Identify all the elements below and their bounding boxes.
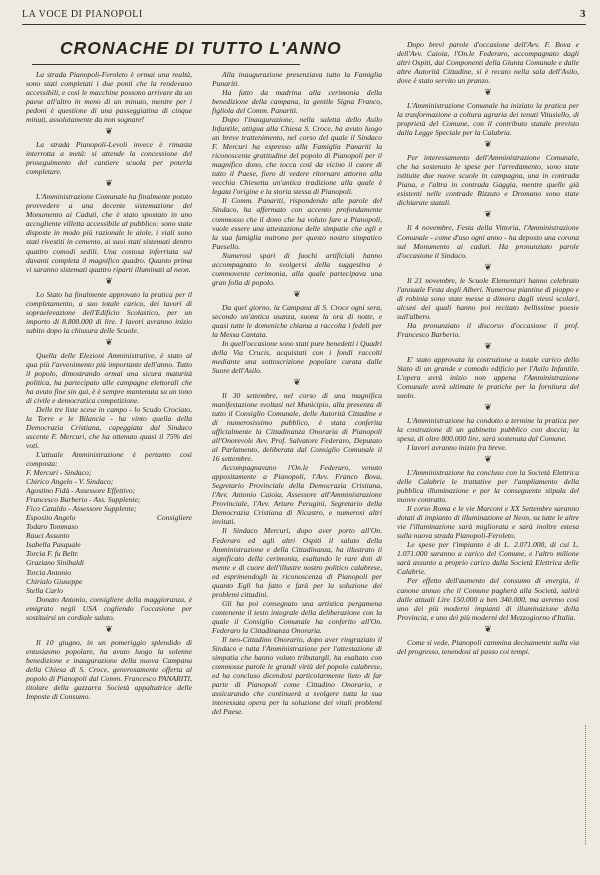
member-name: Stella Carlo [26,585,63,595]
article-paragraph: Il neo-Cittadino Onorario, dopo aver ringraziato il Sindaco e tutta l'Amministrazione per l'attestazione di simpatia che hanno voluto tributargli, ha esaltato con commosse parole le grandi virtù del popolo calabrese, ed ha concluso dicendosi particolarmente lieto di far parte di Pianopoli come Cittadino Onorario, e assicurando che continuerà a svolgere tutta la sua interessata opera per la soluzione dei vitali problemi del Paese. [212,634,382,717]
member-name: Esposito Angelo [26,513,76,523]
article-paragraph: Da quel giorno, la Campana di S. Croce ogni sera, secondo un'antica usanza, suona la ora di notte, e quasi tutte le domeniche chiama a raccolta i fedeli per la Messa Cantata. [212,302,382,339]
ornament-divider: ❦ [293,377,301,387]
council-member [26,568,192,577]
member-name: Graziano Sinibaldi [26,558,85,568]
council-member [26,586,192,595]
ornament-divider: ❦ [105,336,113,347]
article-paragraph: Il Comm. Panariti, rispondendo alle parole del Sindaco, ha affermato con accento profondamente commosso che il dono che ha voluto fare a Pianopoli, vuole essere una attestazione delle simpatie che egli e la sua famiglia nutrono per questo nostro simpatico Paesello. [212,196,382,251]
article-paragraph: Il 10 giugno, in un pomeriggio splendido di entusiasmo popolare, ha avuto luogo la solenne benedizione e inaugurazione della nuova Campana della Chiesa di S. Croce, generosamente offerta al popolo di Pianopoli dal Comm. Francesco PANARITI, titolare della gazzarra Società appaltatrice delle Imposte di Consumo. [26,637,192,701]
member-name: Todaro Tommaso [26,522,79,532]
ornament-divider: ❦ [293,288,301,299]
headline-rule [32,64,300,65]
member-name: Fico Cataldo - Assessore Supplente; [26,504,137,514]
member-name: Torcia F. fu Beltr. [26,549,79,559]
ornament-divider: ❦ [105,178,113,189]
article-paragraph: Per effetto dell'aumento del consumo di energia, il canone annuo che il Comune pagherà alla Società, salirà dalle attuali Lire 150.000 a ben 340.000, ma avremo così uno dei più moderni impianti di illuminazione della Provincia, e uno dei più moderni del Mezzogiorno d'Italia. [397,576,579,622]
running-head [22,8,586,25]
article-paragraph: Dopo l'inaugurazione, nella saletta dello Asilo Infantile, attigua alla Chiesa S. Croce, ha avuto luogo un breve trattenimento, nel corso del quale il Sindaco F. Mercuri ha espresso alla Famiglia Panariti la riconoscente gratitudine del popolo di Pianopoli per il magnifico dono, che tocca così da vicino il cuore di tutto il Paese, fiero di vedere ritornare attorno alla vecchia Chiesetta un'antica tradizione alla quale è legata l'origine e la storia stessa di Pianopoli. [212,115,382,197]
ornament-divider: ❦ [484,623,492,634]
council-member [26,577,192,586]
council-member [26,513,192,522]
column-middle [212,70,382,870]
article-paragraph: Il 21 novembre, le Scuole Elementari hanno celebrato l'annuale Festa degli Alberi. Numerose piantine di pioppo e di robinia sono state messe a dimora dagli stessi scolari, alcuni dei quali hanno poi recitato bellissime poesie sull'albero. [397,275,579,321]
article-paragraph: L'Amministrazione Comunale ha finalmente potuto provvedere a una decente sistemazione del Monumento ai Caduti, che è stato spostato in uno accogliente villetta accessibile al pubblico: sono state disposte in modo più razionale le aiole, i viali sono stati rivestiti in cemento, ai suoi stati sistemati dentro quattro comodi sedili. Una costosa inferriata sul davanti completa il magnifico quadro. Quanto prima vi saranno sistemati quattro riparti illuminati al neon. [26,192,192,274]
member-name: Chirialo Giuseppe [26,576,83,586]
ornament-divider: ❦ [484,261,492,272]
publication-title: LA VOCE DI PIANOPOLI [22,9,143,20]
council-member [26,477,192,486]
article-paragraph: Numerosi spari di fuochi artificiali hanno accompagnato lo svolgersi della suggestiva e commovente cerimonia, alla quale partecipava una gran folla di popolo. [212,250,382,287]
article-paragraph: L'attuale Amministrazione è pertanto così composta: [26,450,192,469]
ornament-divider: ❦ [484,401,492,412]
council-member [26,504,192,513]
article-paragraph: I lavori avranno inizio fra breve. [407,443,507,453]
article-paragraph: Accompagnavano l'On.le Federaro, venuto appositamente a Pianopoli, l'Avv. Franco Bova, Segretario Provinciale della Democrazia Cristiana, l'Avv. Antonio Caioia, Assessore all'Amministrazione Provinciale, l'Avv. Arturo Perugini, Segretario della Democrazia Cristiana di Nicastro, e numerosi altri invitati. [212,463,382,527]
ornament-divider: ❦ [484,87,492,98]
ornament-divider: ❦ [484,139,492,150]
article-paragraph: Per interessamento dell'Amministrazione Comunale, che ha sostenuto le spese per l'arredamento, sono state istituite due nuove scuole in campagna, una in contrada Piana, e l'altra in contrada Gaggia, mentre quelle già esistenti nelle contrade Rizzuto e Dromano sono state dichiarate statali. [397,153,579,208]
article-paragraph: Dopo brevi parole d'occasione dell'Avv. F. Bova e dell'Avv. Caioia, l'On.le Federaro, accompagnato dagli altri Ospiti, dai Componenti della Giunta Comunale e dalle altre Autorità Cittadine, si è recato nella sala dell'Asilo, dove è stato servito un pranzo. [397,40,579,86]
article-paragraph: Il Sindaco Mercuri, dopo aver porto all'On. Federaro ed agli altri Ospiti il saluto della Amministrazione e della Cittadinanza, ha illustrato il significato della cerimonia, esaltando le rare doti di mente e di cuore dell'illustre nostro politico calabrese, ed esprimendogli la riconoscenza di Pianopoli per quanto Egli ha fatto e farà per la soluzione dei problemi cittadini. [212,526,382,599]
page-number: 3 [580,8,586,20]
council-member [26,540,192,549]
council-list [26,468,192,594]
article-paragraph: In quell'occasione sono stati pure benedetti i Quadri della Via Crucis, acquistati con i fondi raccolti mediante una sottoscrizione popolare curata dalle Suore dell'Asilo. [212,338,382,375]
article-paragraph: Alla inaugurazione presenziava tutto la Famiglia Panariti. [212,70,382,89]
council-member [26,558,192,567]
article-paragraph: Quella delle Elezioni Amministrative, è stato al qua più l'avvenimento più importante dell'anno. Tutto il popolo, dimostrando ormai una sicura maturità politica, ha partecipato alle campagne elettorali che ha avuto fine sin qui, è è sempre mantenuta su un tono di civile e democratica competizione. [26,350,192,405]
article-paragraph: L'Amministrazione ha condotto a termine la pratica per la costruzione di un gabinetto pubblico con doccia; la spesa, di oltre 800.000 lire, sarà sostenuta dal Comune. [397,415,579,444]
council-member [26,531,192,540]
member-name: Rauci Assunto [26,531,70,541]
ornament-divider: ❦ [105,623,113,634]
article-paragraph: Lo Stato ha finalmente approvato la pratica per il completamento, a suo totale carico, dei lavori di sopraelevazione dell'Edificio Scolastico, per un importo di 8.800.000 di lire. I lavori avranno inizio subito dopo la chiusura delle Scuole. [26,289,192,335]
member-name: Isabella Pasquale [26,540,81,550]
member-name: F. Mercuri - Sindaco; [26,468,92,478]
column-right [397,40,579,875]
council-member [26,495,192,504]
article-paragraph: L'Amministrazione ha concluso con la Società Elettrica delle Calabrie le trattative per l'ampliamento della pubblica illuminazione e per la conseguente stipula del nuovo contratto. [397,468,579,505]
council-member [26,549,192,558]
article-paragraph: L'Amministrazione Comunale ha iniziato la pratica per la trasformazione a coltura agraria dei tenuti Vitusiello, di proprietà del Comune, con il contributo statale previsto dalla Legge Speciale per la Calabria. [397,101,579,138]
article-paragraph: Il 30 settembre, nel corso di una magnifica manifestazione svoltasi nel Municipio, alla presenza di tutto il Consiglio Comunale, delle Autorità Cittadine e di numerosissimo pubblico, è stata conferita ufficialmente la Cittadinanza Onoraria di Pianopoli all'Onorevole Avv. Prof. Salvatore Federaro, Deputato al Parlamento, deliberata dal Consiglio Comunale il 16 settembre. [212,391,382,464]
article-paragraph: La strada Pianopoli-Feroleto è ormai una realtà, sono stati completati i due ponti che la rendevano accessibili, e così le macchine possono arrivare da un paese all'altro in meno di un minuto, mentre per i pedoni è questione di una passeggiatina di cinque minuti, assolutamente da non sognare! [26,70,192,125]
member-name: Agostino Fidà - Assessore Effettivo; [26,486,136,496]
article-paragraph: Donato Antonio, consigliere della maggioranza, è emigrato negli USA cogliendo l'occasione per sostituirsi un cordiale saluto. [26,594,192,622]
article-paragraph: Il 4 novembre, Festa della Vittoria, l'Amministrazione Comunale - come d'uso ogni anno - ha deposto una corona sul Monumento ai caduti. Ha pronunziato parole d'occasione il Sindaco. [397,223,579,260]
member-role: Consigliere [156,513,192,523]
article-paragraph: Come si vede, Pianopoli cammina decisamente sulla via del progresso, tenendosi al passo coi tempi. [397,637,579,656]
article-paragraph: Delle tre liste scese in campo - lo Scudo Crociato, la Torre e le Bilancia - ha vinto quella della Democrazia Cristiana, capeggiata dal Sindaco uscente F. Mercuri, che ha ottenuto quasi il 75% dei voti. [26,404,192,451]
ornament-divider: ❦ [105,126,113,137]
council-member [26,486,192,495]
council-member [26,468,192,477]
ornament-divider: ❦ [484,454,492,465]
member-name: Chirico Angelo - V. Sindaco; [26,477,114,487]
article-paragraph: Gli ha poi consegnato una artistica pergamena contenente il testo integrale della deliberazione con la quale il Consiglio Comunale ha conferito all'On. Federaro la Cittadinanza Onoraria. [212,598,382,635]
column-left [26,70,192,870]
section-headline: CRONACHE DI TUTTO L'ANNO [60,38,342,58]
member-name: Francesco Barberio - Ass. Supplente; [26,495,141,505]
council-member [26,522,192,531]
ornament-divider: ❦ [105,275,113,286]
article-paragraph: Il corso Roma e le vie Marconi e XX Settembre saranno dotati di impianto di illuminazione al Neon, su tutte le altre vie l'illuminazione sarà migliorata e sarà inoltre estesa sulla nuova strada Pianopoli-Feroleto. [397,504,579,541]
page-edge-mark [585,725,598,845]
ornament-divider: ❦ [484,340,492,351]
article-paragraph: Ha pronunziato il discorso d'occasione il prof. Francesco Barberio. [397,320,579,339]
article-paragraph: La strada Pianopoli-Levoli invece è rimasta interrotta a metà: si attende la concessione del proseguimento del cantiere scuola per poterla completare. [26,140,192,177]
member-name: Torcia Antonio [26,567,72,577]
ornament-divider: ❦ [484,209,492,220]
article-paragraph: Ha fatto da madrina alla cerimonia della benedizione della campana, la gentile Signa Franco, figliola del Comm. Panariti. [212,88,382,116]
article-paragraph: Le spese per l'impianto è di L. 2.071.000, di cui L. 1.071.000 saranno a carico del Comune, e l'altro milione sarà assunto a proprio carico dalla Società Elettrica delle Calabrie. [397,540,579,577]
article-paragraph: E' stato approvata la costruzione a totale carico dello Stato di un grande e comodo edificio per l'Asilo Infantile. L'opera avrà inizio non appena l'Amministrazione Comunale avrà ultimate le pratiche per la fornitura del suolo. [397,354,579,400]
